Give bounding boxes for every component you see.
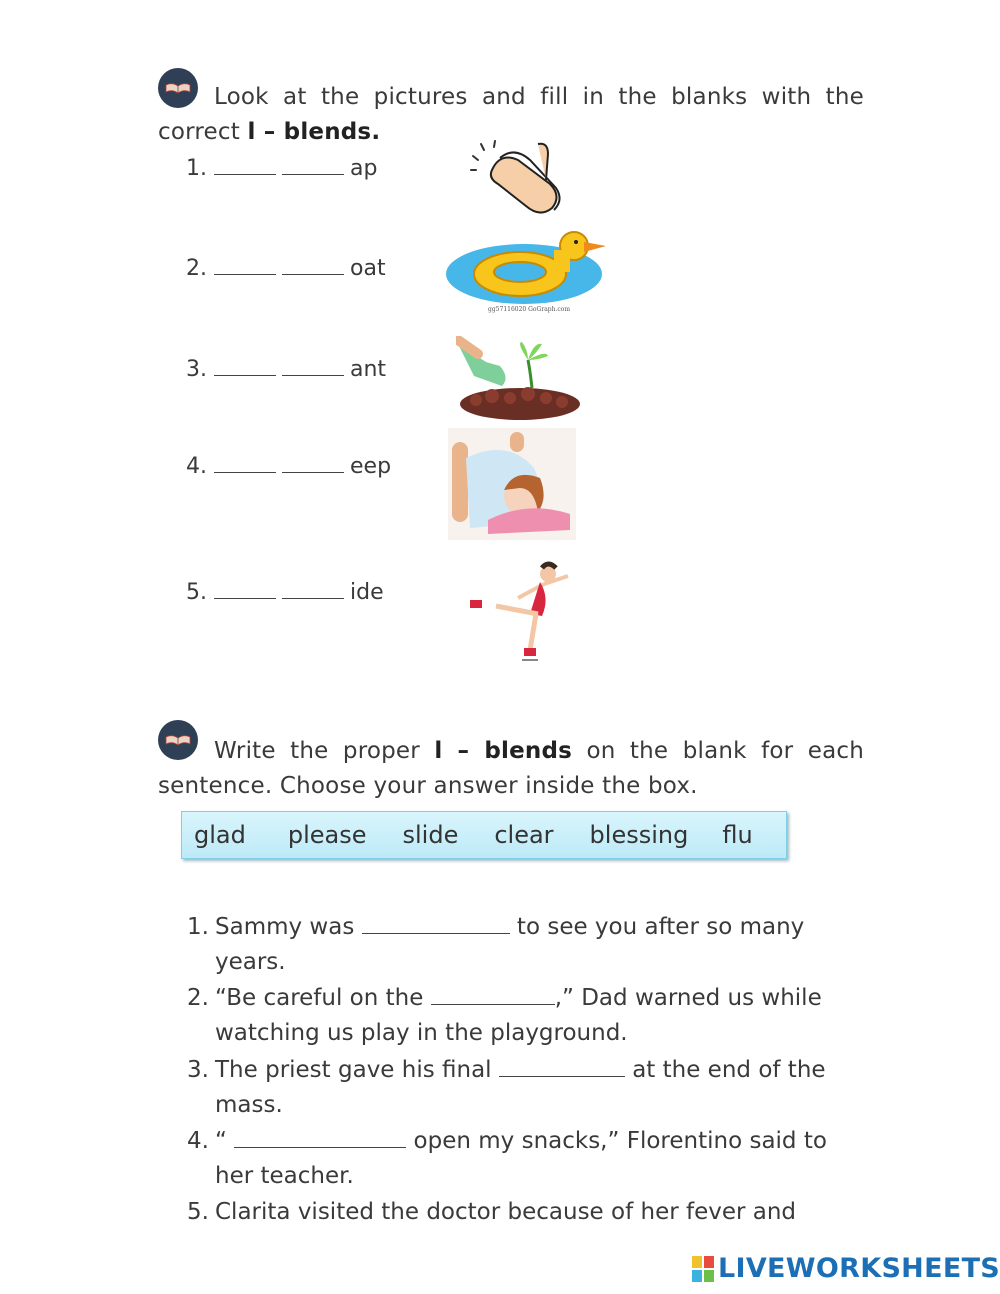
word-bank-item: blessing: [589, 821, 689, 849]
girl-sleeping-picture: [448, 428, 576, 540]
answer-blank[interactable]: [282, 580, 344, 599]
word-bank-item: flu: [722, 821, 753, 849]
list-item: 3. ant: [186, 357, 387, 382]
answer-blank[interactable]: [214, 580, 276, 599]
section2-instruction: Write the proper l – blends on the blank for each sentence. Choose your answer inside the box.: [158, 738, 864, 799]
answer-blank[interactable]: [282, 156, 344, 175]
liveworksheets-logo: LIVEWORKSHEETS: [692, 1253, 1000, 1284]
list-item: 4. eep: [186, 454, 392, 479]
answer-blank[interactable]: [214, 156, 276, 175]
sentence-item: 5. Clarita visited the doctor because of her fever and: [187, 1199, 797, 1225]
sentence-item: 4. “ open my snacks,” Florentino said to her teacher.: [187, 1128, 827, 1189]
sentence-item: 2. “Be careful on the ,” Dad warned us while watching us play in the playground.: [187, 985, 822, 1046]
word-bank-box: [181, 811, 787, 859]
liveworksheets-logo-icon: [692, 1256, 716, 1282]
ice-skater-picture: [456, 550, 586, 678]
word-bank-item: please: [287, 821, 367, 849]
answer-blank[interactable]: [499, 1056, 625, 1077]
section1-instruction: Look at the pictures and fill in the blanks with the correct l – blends.: [158, 84, 864, 145]
word-bank-item: clear: [494, 821, 554, 849]
answer-blank[interactable]: [234, 1127, 406, 1148]
list-item: 1. ap: [186, 156, 378, 181]
word-bank-item: slide: [402, 821, 459, 849]
image-caption: gg57116020 GoGraph.com: [488, 306, 571, 313]
answer-blank[interactable]: [362, 913, 510, 934]
answer-blank[interactable]: [282, 256, 344, 275]
planting-seedling-picture: [456, 336, 582, 420]
sentence-item: 1. Sammy was to see you after so many years.: [187, 914, 805, 975]
answer-blank[interactable]: [214, 256, 276, 275]
word-bank-item: glad: [194, 821, 246, 849]
answer-blank[interactable]: [214, 454, 276, 473]
answer-blank[interactable]: [214, 357, 276, 376]
answer-blank[interactable]: [282, 357, 344, 376]
duck-float-picture: [446, 224, 610, 314]
list-item: 2. oat: [186, 256, 386, 281]
sentence-item: 3. The priest gave his final at the end of the mass.: [187, 1057, 826, 1118]
answer-blank[interactable]: [431, 984, 555, 1005]
clapping-hands-picture: [470, 140, 565, 218]
list-item: 5. ide: [186, 580, 384, 605]
answer-blank[interactable]: [282, 454, 344, 473]
